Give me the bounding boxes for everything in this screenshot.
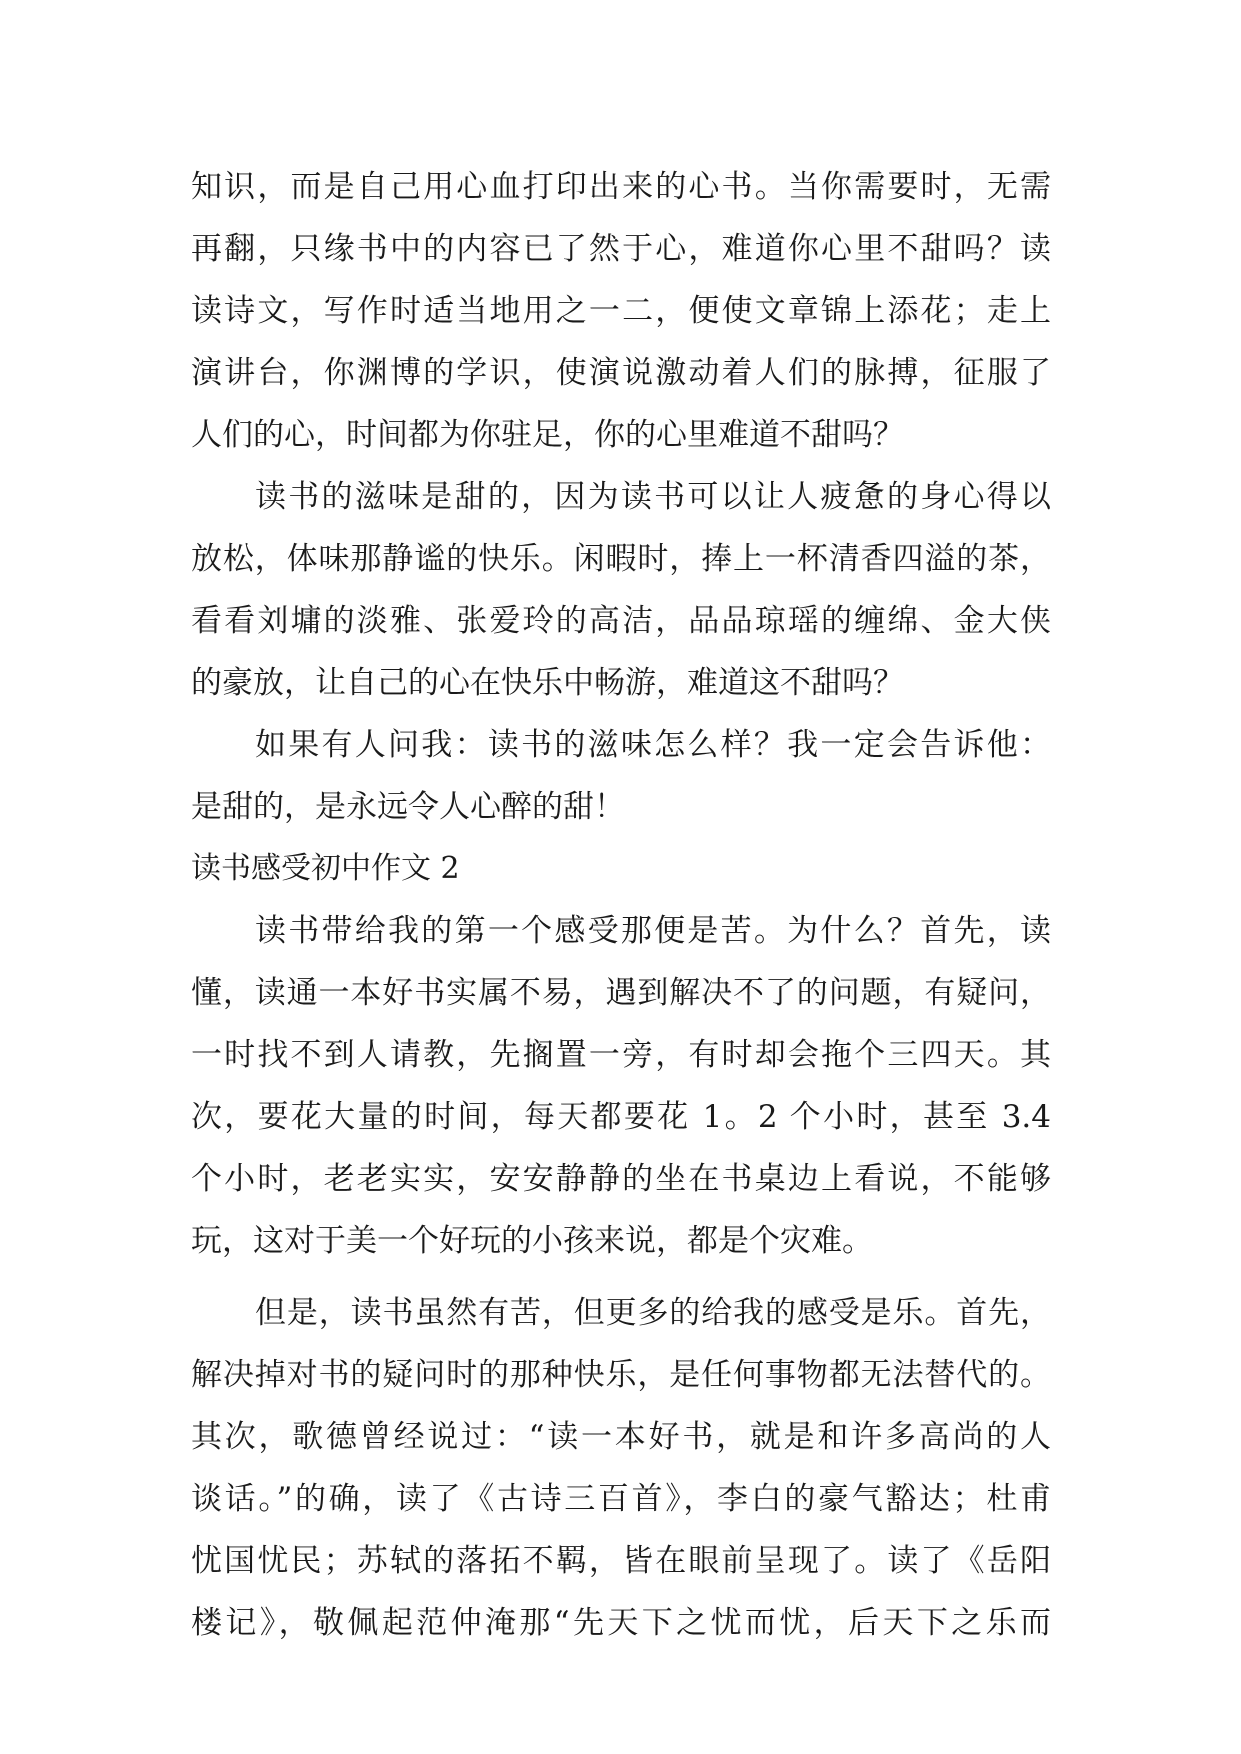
paragraph-spacer (191, 1272, 1051, 1282)
paragraph-line: 人们的心，时间都为你驻足，你的心里难道不甜吗？ (191, 417, 904, 453)
paragraph-line: 忧国忧民；苏轼的落拓不羁，皆在眼前呈现了。读了《岳阳 (191, 1543, 1051, 1579)
paragraph-line: 次，要花大量的时间，每天都要花 1。2 个小时，甚至 3.4 (191, 1099, 1051, 1135)
paragraph-line: 懂，读通一本好书实属不易，遇到解决不了的问题，有疑问， (191, 975, 1051, 1011)
essay-body (191, 156, 1051, 1654)
paragraph-line: 放松，体味那静谧的快乐。闲暇时，捧上一杯清香四溢的茶， (191, 541, 1051, 577)
section-heading: 读书感受初中作文 2 (191, 851, 460, 886)
paragraph-line: 谈话。”的确，读了《古诗三百首》，李白的豪气豁达；杜甫 (191, 1481, 1051, 1517)
paragraph-line: 但是，读书虽然有苦，但更多的给我的感受是乐。首先， (255, 1295, 1051, 1331)
paragraph-line: 其次，歌德曾经说过：“读一本好书，就是和许多高尚的人 (191, 1419, 1051, 1455)
paragraph-line: 解决掉对书的疑问时的那种快乐，是任何事物都无法替代的。 (191, 1357, 1051, 1393)
paragraph-line: 读诗文，写作时适当地用之一二，便使文章锦上添花；走上 (191, 293, 1051, 329)
paragraph-line: 楼记》，敬佩起范仲淹那“先天下之忧而忧，后天下之乐而 (191, 1605, 1051, 1641)
paragraph-line: 演讲台，你渊博的学识，使演说激动着人们的脉搏，征服了 (191, 355, 1051, 391)
paragraph-line: 读书带给我的第一个感受那便是苦。为什么？首先，读 (255, 913, 1051, 949)
paragraph-line: 玩，这对于美一个好玩的小孩来说，都是个灾难。 (191, 1223, 873, 1259)
paragraph-line: 一时找不到人请教，先搁置一旁，有时却会拖个三四天。其 (191, 1037, 1051, 1073)
paragraph-line: 看看刘墉的淡雅、张爱玲的高洁，品品琼瑶的缠绵、金大侠 (191, 603, 1051, 639)
paragraph-line: 知识，而是自己用心血打印出来的心书。当你需要时，无需 (191, 169, 1051, 205)
paragraph-line: 再翻，只缘书中的内容已了然于心，难道你心里不甜吗？读 (191, 231, 1051, 267)
paragraph-line: 如果有人问我：读书的滋味怎么样？我一定会告诉他： (255, 727, 1051, 763)
paragraph-line: 的豪放，让自己的心在快乐中畅游，难道这不甜吗？ (191, 665, 904, 701)
paragraph-line: 读书的滋味是甜的，因为读书可以让人疲惫的身心得以 (255, 479, 1051, 515)
paragraph-line: 个小时，老老实实，安安静静的坐在书桌边上看说，不能够 (191, 1161, 1051, 1197)
paragraph-line: 是甜的，是永远令人心醉的甜！ (191, 789, 625, 825)
